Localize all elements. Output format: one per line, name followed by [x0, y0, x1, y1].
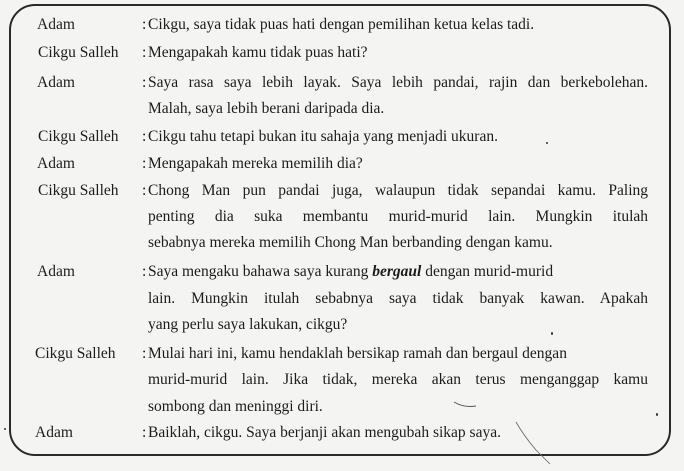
speaker-name: Cikgu Salleh — [35, 345, 116, 362]
colon-separator: : — [142, 182, 147, 199]
colon-separator: : — [142, 44, 147, 61]
speaker-name: Cikgu Salleh — [38, 44, 119, 61]
speaker-name: Adam — [37, 155, 75, 172]
dialogue-line: yang perlu saya lakukan, cikgu? — [148, 316, 348, 333]
colon-separator: : — [142, 155, 147, 172]
speaker-name: Adam — [37, 263, 75, 280]
speaker-name: Adam — [37, 16, 75, 33]
dialogue-line: Baiklah, cikgu. Saya berjanji akan mengubah sikap saya. — [148, 424, 501, 441]
dialogue-line: sebabnya mereka memilih Chong Man berbanding dengan kamu. — [148, 234, 553, 251]
dialogue-line: murid-murid lain. Jika tidak, mereka akan terus menganggap kamu — [148, 371, 648, 388]
scan-speck — [4, 428, 6, 430]
colon-separator: : — [142, 74, 147, 91]
speaker-name: Cikgu Salleh — [38, 128, 119, 145]
dialogue-line: Cikgu tahu tetapi bukan itu sahaja yang menjadi ukuran. — [148, 128, 498, 145]
dialogue-line — [148, 263, 648, 281]
scan-speck — [551, 332, 553, 335]
speaker-name: Cikgu Salleh — [38, 182, 119, 199]
dialogue-line: lain. Mungkin itulah sebabnya saya tidak banyak kawan. Apakah — [148, 290, 648, 307]
dialogue-line: Mulai hari ini, kamu hendaklah bersikap ramah dan bergaul dengan — [148, 345, 567, 362]
colon-separator: : — [142, 263, 147, 280]
colon-separator: : — [142, 424, 147, 441]
colon-separator: : — [142, 128, 147, 145]
scan-speck — [546, 142, 548, 144]
line-text: dengan murid-murid — [421, 263, 554, 280]
emphasized-word: bergaul — [372, 263, 422, 280]
dialogue-line: Saya rasa saya lebih layak. Saya lebih pandai, rajin dan berkebolehan. — [148, 74, 648, 91]
speaker-name: Adam — [37, 74, 75, 91]
line-text: Saya mengaku bahawa saya kurang — [148, 263, 373, 280]
dialogue-line: Mengapakah mereka memilih dia? — [148, 155, 363, 172]
dialogue-line: Mengapakah kamu tidak puas hati? — [148, 44, 368, 61]
dialogue-line: penting dia suka membantu murid-murid lain. Mungkin itulah — [148, 208, 648, 225]
scan-speck — [656, 413, 658, 416]
colon-separator: : — [142, 345, 147, 362]
colon-separator: : — [142, 16, 147, 33]
dialogue-line: Malah, saya lebih berani daripada dia. — [148, 100, 385, 117]
dialogue-line: sombong dan meninggi diri. — [148, 398, 323, 415]
dialogue-line: Chong Man pun pandai juga, walaupun tidak sepandai kamu. Paling — [148, 182, 648, 199]
speaker-name: Adam — [35, 424, 73, 441]
pen-stray-mark — [450, 398, 560, 468]
dialogue-line: Cikgu, saya tidak puas hati dengan pemilihan ketua kelas tadi. — [148, 16, 535, 33]
